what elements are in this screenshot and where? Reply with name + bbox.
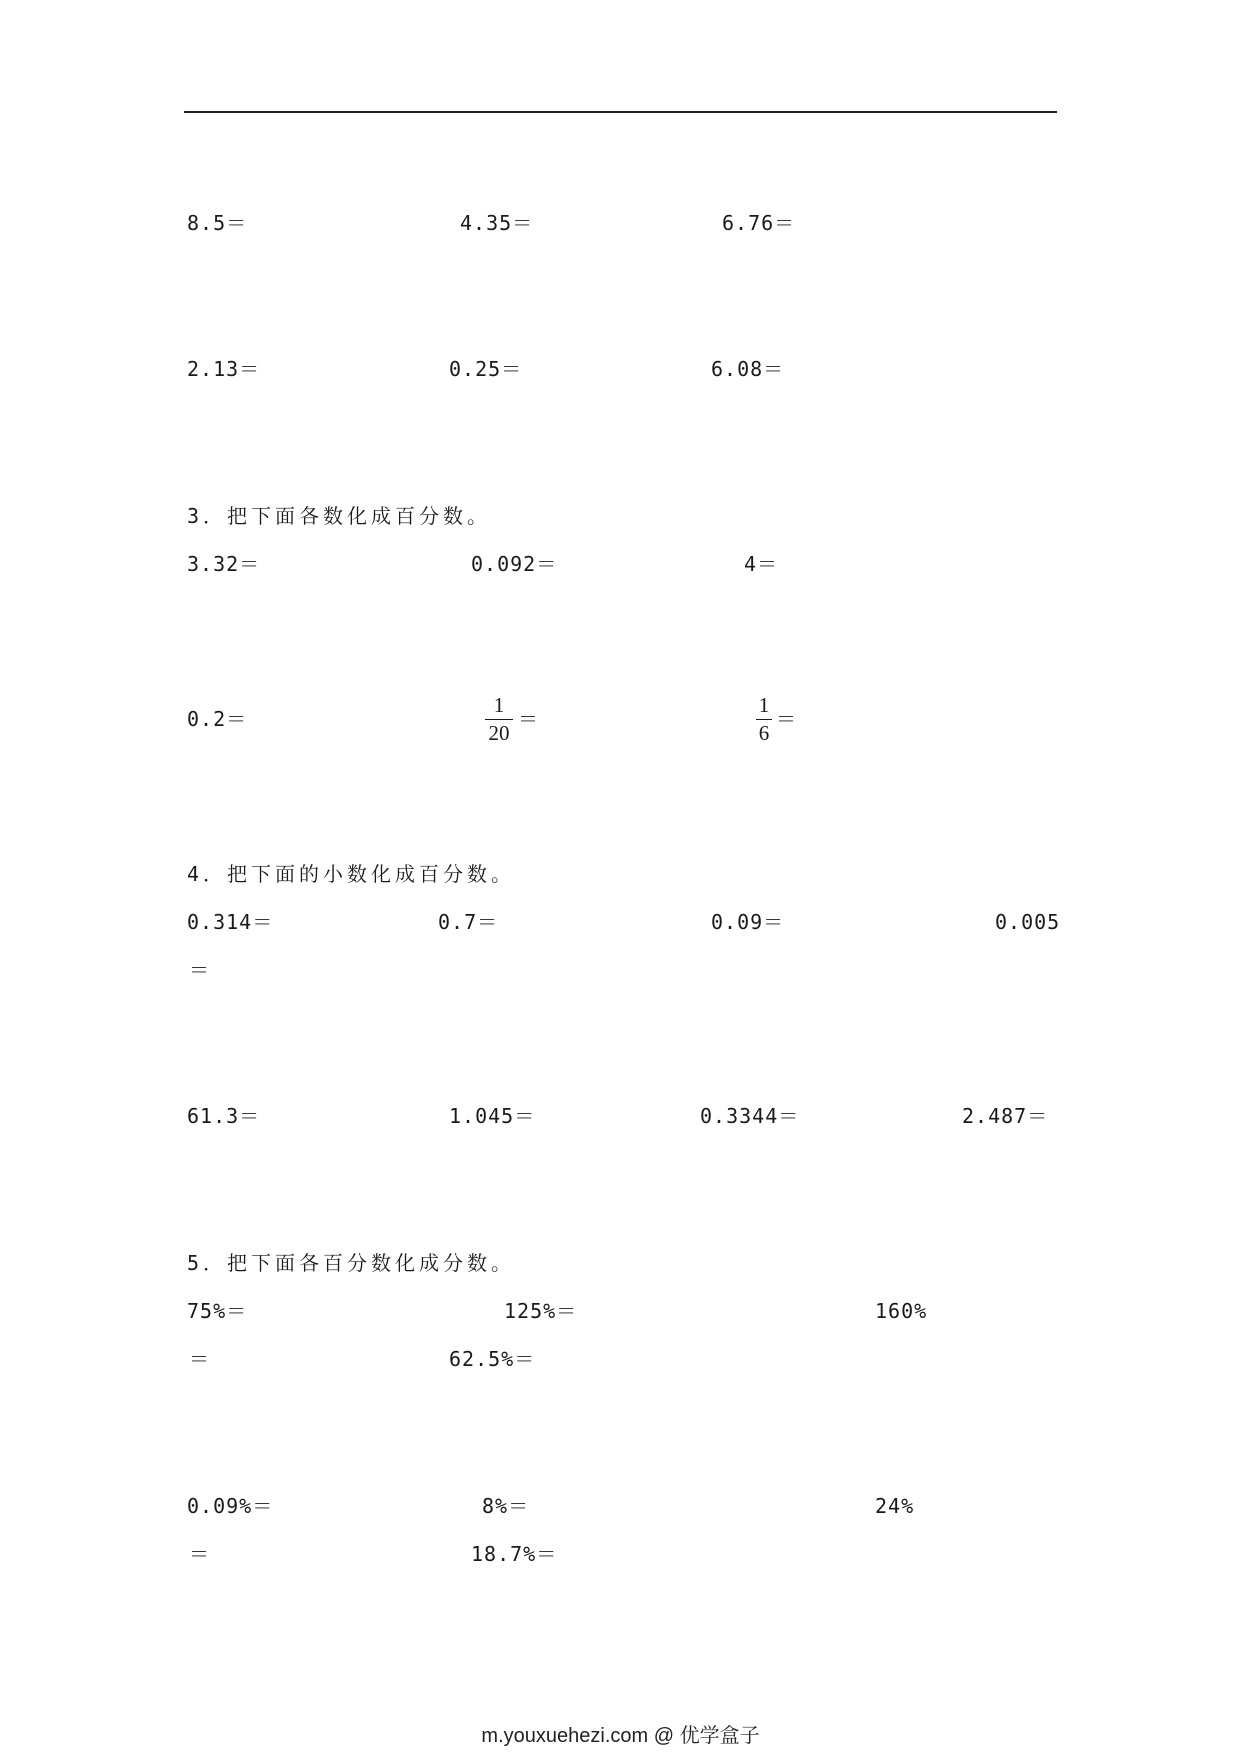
expr-item: 62.5%＝ (449, 1347, 536, 1371)
expr-item: 0.25＝ (449, 357, 523, 381)
expr-item: 1.045＝ (449, 1104, 536, 1128)
fraction-numerator: 1 (493, 693, 505, 717)
equals-sign: ＝ (518, 707, 538, 731)
expr-item: 0.2＝ (187, 707, 248, 731)
expr-item: 125%＝ (504, 1299, 578, 1323)
expr-item: 2.13＝ (187, 357, 261, 381)
footer-watermark: m.youxuehezi.com @ 优学盒子 (481, 1725, 760, 1747)
fraction-expr (756, 693, 796, 746)
expr-item: 0.3344＝ (700, 1104, 800, 1128)
expr-item: 0.7＝ (438, 910, 499, 934)
expr-item: 8.5＝ (187, 211, 248, 235)
expr-item: 0.314＝ (187, 910, 274, 934)
question-4-heading: 4．把下面的小数化成百分数。 (187, 862, 516, 886)
expr-item: 18.7%＝ (471, 1542, 558, 1566)
fraction-expr (485, 693, 538, 746)
expr-item: 61.3＝ (187, 1104, 261, 1128)
expr-item: 4＝ (744, 552, 779, 576)
expr-item: 4.35＝ (460, 211, 534, 235)
expr-item: 3.32＝ (187, 552, 261, 576)
expr-item: 2.487＝ (962, 1104, 1049, 1128)
expr-item: 6.08＝ (711, 357, 785, 381)
expr-item: 0.09＝ (711, 910, 785, 934)
expr-item: 8%＝ (482, 1494, 530, 1518)
fraction-bar (485, 719, 513, 720)
expr-item: 0.005 (995, 910, 1061, 934)
wrapped-equals: ＝ (189, 1542, 210, 1566)
expr-item: 160% (875, 1299, 928, 1323)
expr-item: 24% (875, 1494, 915, 1518)
fraction-denominator: 6 (758, 721, 770, 745)
fraction-numerator: 1 (758, 693, 770, 717)
equals-sign: ＝ (776, 707, 796, 731)
fraction-denominator: 20 (488, 721, 510, 745)
wrapped-equals: ＝ (189, 1347, 210, 1371)
fraction-bar (756, 719, 772, 720)
question-5-heading: 5．把下面各百分数化成分数。 (187, 1251, 516, 1275)
expr-item: 0.092＝ (471, 552, 558, 576)
wrapped-equals: ＝ (189, 958, 210, 982)
expr-item: 0.09%＝ (187, 1494, 274, 1518)
question-3-heading: 3．把下面各数化成百分数。 (187, 504, 492, 528)
expr-item: 75%＝ (187, 1299, 248, 1323)
expr-item: 6.76＝ (722, 211, 796, 235)
